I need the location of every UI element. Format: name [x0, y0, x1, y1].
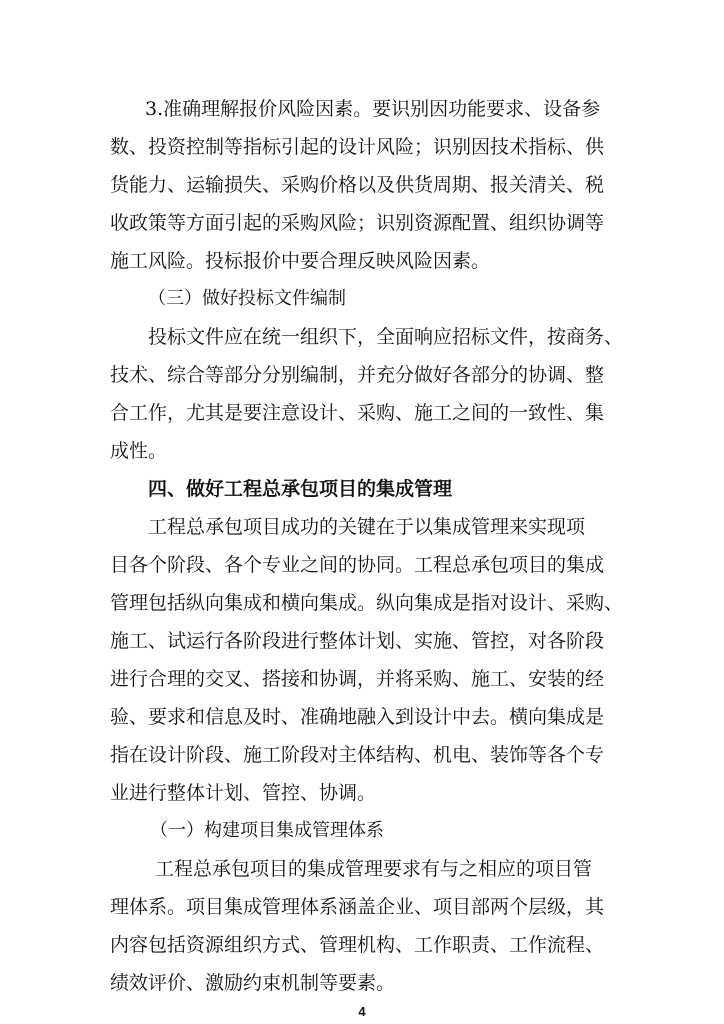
paragraph-line: 理体系。项目集成管理体系涵盖企业、项目部两个层级，其 — [110, 896, 605, 918]
paragraph-line: 工程总承包项目的集成管理要求有与之相应的项目管 — [155, 858, 593, 880]
section-heading: 四、做好工程总承包项目的集成管理 — [148, 478, 453, 500]
paragraph-line: 数、投资控制等指标引起的设计风险；识别因技术指标、供 — [110, 136, 605, 158]
paragraph-line: 3.准确理解报价风险因素。要识别因功能要求、设备参 — [145, 98, 601, 120]
paragraph-line: 绩效评价、激励约束机制等要素。 — [110, 972, 396, 994]
paragraph-line: 业进行整体计划、管控、协调。 — [110, 782, 377, 804]
paragraph-line: 施工风险。投标报价中要合理反映风险因素。 — [110, 250, 491, 272]
paragraph-line: 技术、综合等部分分别编制，并充分做好各部分的协调、整 — [110, 364, 605, 386]
section-subheading: （一）构建项目集成管理体系 — [150, 820, 384, 841]
paragraph-line: 成性。 — [110, 440, 168, 462]
paragraph-line: 管理包括纵向集成和横向集成。纵向集成是指对设计、采购、 — [110, 592, 624, 614]
paragraph-line: 投标文件应在统一组织下，全面响应招标文件，按商务、 — [148, 326, 624, 348]
paragraph-line: 工程总承包项目成功的关键在于以集成管理来实现项 — [148, 516, 586, 538]
section-subheading: （三）做好投标文件编制 — [148, 288, 346, 309]
paragraph-line: 目各个阶段、各个专业之间的协同。工程总承包项目的集成 — [110, 554, 605, 576]
paragraph-line: 指在设计阶段、施工阶段对主体结构、机电、装饰等各个专 — [110, 744, 605, 766]
paragraph-line: 施工、试运行各阶段进行整体计划、实施、管控，对各阶段 — [110, 630, 605, 652]
paragraph-line: 收政策等方面引起的采购风险；识别资源配置、组织协调等 — [110, 212, 605, 234]
paragraph-line: 货能力、运输损失、采购价格以及供货周期、报关清关、税 — [110, 174, 605, 196]
paragraph-line: 验、要求和信息及时、准确地融入到设计中去。横向集成是 — [110, 706, 605, 728]
paragraph-line: 进行合理的交叉、搭接和协调，并将采购、施工、安装的经 — [110, 668, 605, 690]
paragraph-line: 合工作，尤其是要注意设计、采购、施工之间的一致性、集 — [110, 402, 605, 424]
page-number: 4 — [358, 1004, 366, 1019]
paragraph-line: 内容包括资源组织方式、管理机构、工作职责、工作流程、 — [110, 934, 605, 956]
